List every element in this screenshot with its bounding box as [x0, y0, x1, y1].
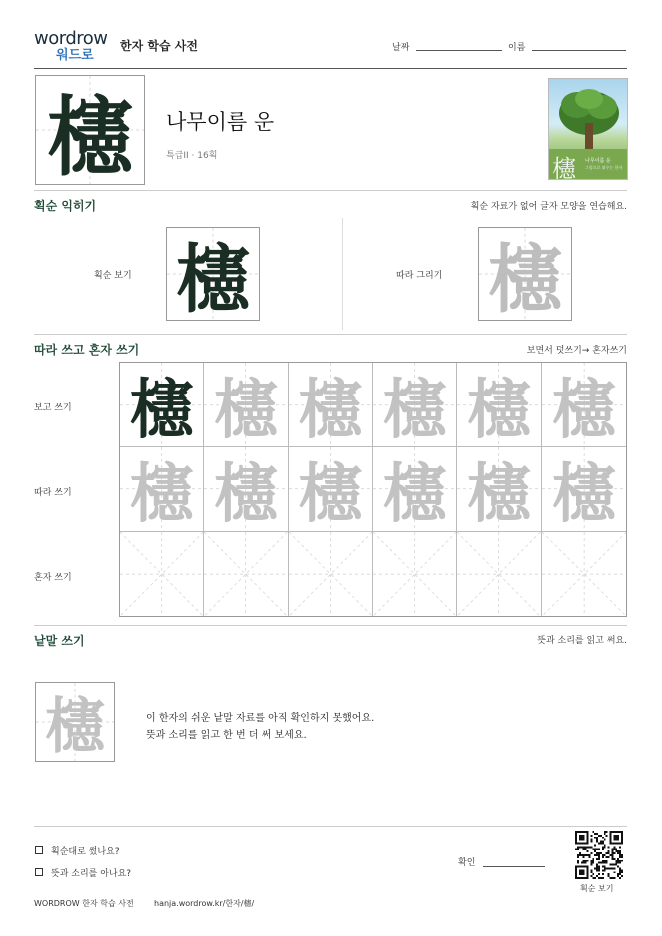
trace-character: 櫶 — [298, 457, 363, 532]
practice-cell[interactable] — [204, 363, 288, 447]
check-label-stroke-order: 획순대로 썼나요? — [51, 847, 120, 857]
qr-code[interactable] — [575, 831, 623, 879]
guide-lines — [373, 532, 456, 616]
guide-lines — [289, 532, 372, 616]
practice-section-note: 보면서 덧쓰기→ 혼자쓰기 — [526, 346, 627, 356]
logo — [34, 28, 114, 64]
book-cover-image — [548, 78, 628, 180]
practice-cell[interactable] — [289, 532, 373, 616]
practice-section-title: 따라 쓰고 혼자 쓰기 — [34, 343, 140, 357]
trace-character: 櫶 — [551, 457, 616, 532]
footer-brand: WORDROW 한자 학습 사전 — [34, 899, 134, 908]
trace-character: 櫶 — [466, 372, 531, 448]
stroke-section-divider — [34, 334, 627, 335]
trace-box[interactable] — [478, 227, 572, 321]
hero-divider — [34, 190, 627, 191]
confirm-label: 확인 — [458, 858, 476, 868]
date-field[interactable] — [416, 50, 502, 51]
practice-grid — [119, 362, 627, 617]
row-label-trace: 따라 쓰기 — [34, 488, 72, 498]
book-subtitle: 그림으로 외우는 한자 — [585, 165, 623, 170]
trace-character: 櫶 — [382, 457, 447, 532]
practice-section-divider — [34, 625, 627, 626]
practice-cell[interactable] — [542, 363, 626, 447]
trace-character: 櫶 — [298, 372, 363, 448]
word-section-divider — [34, 826, 627, 827]
check-label-meaning-sound: 뜻과 소리를 아나요? — [51, 869, 132, 879]
guide-lines — [457, 532, 540, 616]
trace-character: 櫶 — [213, 372, 278, 448]
practice-cell[interactable] — [457, 363, 541, 447]
practice-cell[interactable] — [289, 447, 373, 531]
row-label-solo: 혼자 쓰기 — [34, 573, 72, 583]
practice-cell[interactable] — [542, 447, 626, 531]
stroke-view-box — [166, 227, 260, 321]
trace-character: 櫶 — [382, 372, 447, 448]
logo-text: wordrow — [34, 28, 108, 49]
word-message-line2: 뜻과 소리를 읽고 한 번 더 써 보세요. — [146, 730, 307, 741]
hero-character: 櫶 — [47, 87, 133, 185]
date-label: 날짜 — [392, 43, 410, 53]
book-title: 나무이름 운 — [585, 158, 611, 164]
practice-cell[interactable] — [120, 447, 204, 531]
stroke-section-note: 획순 자료가 없어 글자 모양을 연습해요. — [470, 202, 627, 212]
header-divider — [34, 68, 627, 69]
practice-cell[interactable] — [373, 447, 457, 531]
trace-character: 櫶 — [466, 457, 531, 532]
practice-cell[interactable] — [204, 532, 288, 616]
trace-character: 櫶 — [488, 237, 562, 321]
guide-lines — [204, 532, 287, 616]
hero-meaning: 나무이름 운 — [166, 110, 275, 134]
name-field[interactable] — [532, 50, 626, 51]
trace-character: 櫶 — [551, 372, 616, 448]
hero-character-box — [35, 75, 145, 185]
word-message-line1: 이 한자의 쉬운 낱말 자료를 아직 확인하지 못했어요. — [146, 713, 375, 724]
trace-character: 櫶 — [213, 457, 278, 532]
word-character: 櫶 — [45, 692, 105, 762]
word-section-title: 낱말 쓰기 — [34, 634, 85, 648]
footer-url[interactable]: hanja.wordrow.kr/한자/櫶/ — [154, 899, 255, 908]
stroke-view-character: 櫶 — [176, 237, 250, 321]
stroke-view-label: 획순 보기 — [94, 271, 132, 281]
trace-label: 따라 그리기 — [396, 271, 443, 281]
practice-cell[interactable] — [373, 532, 457, 616]
logo-subtext: 워드로 — [56, 48, 94, 63]
qr-code-icon — [575, 831, 623, 879]
trace-character: 櫶 — [129, 457, 194, 532]
word-character-box[interactable] — [35, 682, 115, 762]
word-section-note: 뜻과 소리를 읽고 써요. — [537, 636, 627, 646]
practice-cell[interactable] — [289, 363, 373, 447]
practice-cell[interactable] — [457, 447, 541, 531]
name-label: 이름 — [508, 43, 526, 53]
confirm-field[interactable] — [483, 866, 545, 867]
practice-cell[interactable] — [542, 532, 626, 616]
hero-meta: 특급II · 16획 — [166, 151, 218, 161]
practice-cell[interactable] — [204, 447, 288, 531]
practice-cell[interactable] — [457, 532, 541, 616]
header-title: 한자 학습 사전 — [120, 39, 198, 53]
practice-cell[interactable] — [120, 363, 204, 447]
practice-cell[interactable] — [120, 532, 204, 616]
row-label-view: 보고 쓰기 — [34, 403, 72, 413]
book-character: 櫶 — [552, 155, 576, 180]
checkbox-meaning-sound[interactable] — [35, 868, 43, 876]
guide-lines — [120, 532, 203, 616]
stroke-section-separator — [342, 218, 343, 330]
model-character: 櫶 — [129, 372, 194, 448]
practice-cell[interactable] — [373, 363, 457, 447]
qr-caption: 획순 보기 — [580, 884, 614, 893]
checkbox-stroke-order[interactable] — [35, 846, 43, 854]
stroke-section-title: 획순 익히기 — [34, 199, 97, 213]
guide-lines — [542, 532, 626, 616]
